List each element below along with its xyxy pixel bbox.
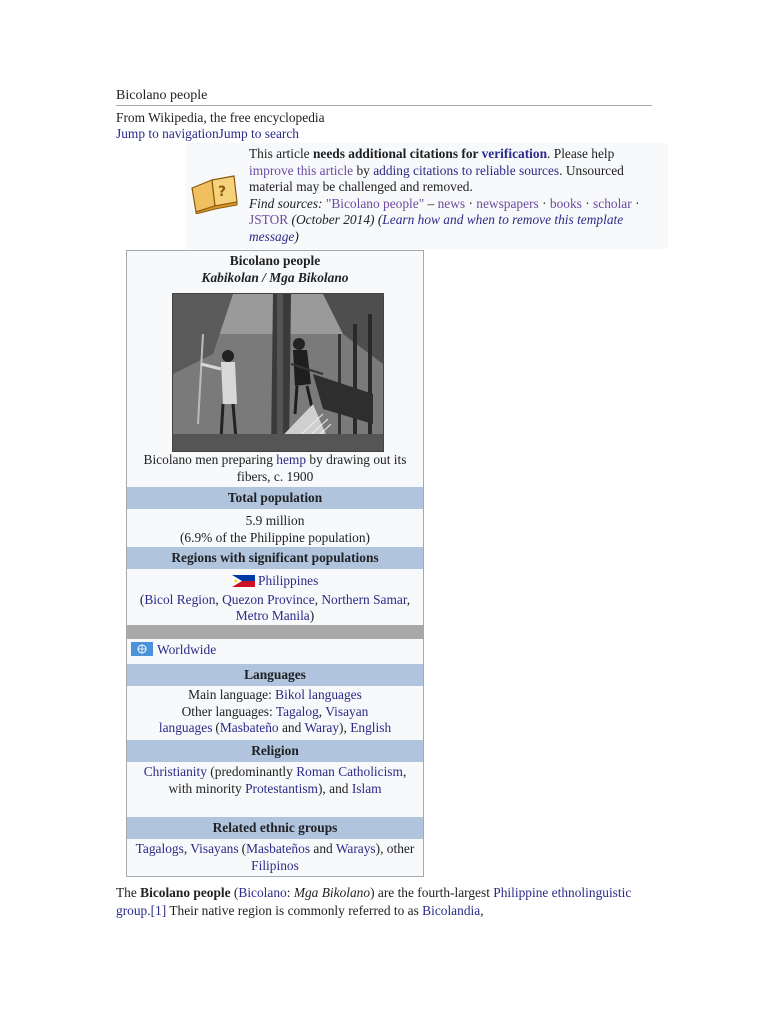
bicolano-language-link[interactable]: Bicolano: [238, 885, 287, 900]
body-text: ,: [480, 903, 484, 918]
title-divider: [116, 105, 652, 106]
comma: ,: [314, 591, 322, 607]
paren: (: [215, 720, 220, 735]
separator: ·: [631, 195, 640, 211]
scholar-link[interactable]: scholar: [593, 195, 632, 211]
philippine-ethnolinguistic-group-link[interactable]: Philippine ethnolinguistic group: [116, 885, 632, 918]
quezon-province-link[interactable]: Quezon Province: [222, 591, 315, 607]
separator: –: [424, 195, 438, 211]
total-population-header: Total population: [127, 487, 423, 509]
notice-paren: ): [294, 228, 299, 244]
tagline: From Wikipedia, the free encyclopedia: [116, 110, 325, 125]
worldwide-row: [131, 642, 216, 661]
book-question-icon: [190, 172, 240, 214]
notice-text: by: [353, 162, 374, 178]
islam-link[interactable]: Islam: [351, 780, 382, 796]
paren: (: [139, 591, 145, 607]
learn-remove-template-link[interactable]: Learn how and when to remove this template message: [249, 212, 624, 244]
separator: ·: [465, 195, 477, 211]
body-text: :: [286, 885, 294, 900]
separator: ·: [538, 195, 550, 211]
find-sources-label: Find sources:: [249, 195, 326, 211]
notice-bold-text: needs additional citations for: [312, 146, 482, 161]
visayan-languages-link[interactable]: Visayan languages: [158, 703, 369, 735]
religion-text: ), and: [317, 780, 352, 796]
comma: ,: [318, 703, 326, 719]
religion-value: [127, 764, 423, 797]
waray-link[interactable]: Waray: [304, 720, 340, 735]
jump-to-search-link[interactable]: Jump to search: [218, 126, 299, 141]
hemp-link[interactable]: hemp: [276, 452, 307, 467]
main-language-label: Main language:: [188, 687, 276, 702]
northern-samar-link[interactable]: Northern Samar: [321, 591, 407, 607]
citation-notice-text: [249, 146, 659, 245]
related-ethnic-groups-value: [127, 841, 423, 874]
jump-to-navigation-link[interactable]: Jump to navigation: [116, 126, 219, 141]
masbateno-link[interactable]: Masbateño: [219, 720, 279, 735]
ethnic-text: ), other: [375, 841, 415, 856]
regions-value: [127, 573, 423, 625]
photo-caption: [127, 452, 423, 485]
visayans-link[interactable]: Visayans: [190, 841, 239, 856]
separator: ·: [581, 195, 594, 211]
body-text: ) are the fourth-largest: [370, 885, 494, 900]
native-name: Mga Bikolano: [293, 885, 371, 900]
lead-paragraph: [116, 884, 646, 920]
caption-text: Bicolano men preparing: [143, 452, 277, 467]
religion-header: Religion: [127, 740, 423, 762]
svg-text:?: ?: [218, 184, 227, 200]
adding-citations-link[interactable]: adding citations to reliable sources: [373, 162, 560, 178]
worldwide-link[interactable]: Worldwide: [157, 642, 217, 657]
subject-bold: Bicolano people: [140, 885, 231, 900]
other-languages-label: Other languages:: [181, 703, 276, 719]
tagalog-link[interactable]: Tagalog: [275, 703, 319, 719]
regions-header: Regions with significant populations: [127, 547, 423, 569]
comma: ,: [183, 841, 191, 856]
religion-text: (predominantly: [206, 764, 297, 779]
roman-catholicism-link[interactable]: Roman Catholicism: [296, 764, 403, 779]
verification-link[interactable]: verification: [481, 146, 548, 161]
comma: ,: [406, 591, 411, 607]
body-text: The: [116, 885, 141, 900]
body-text: (: [230, 885, 239, 900]
metro-manila-link[interactable]: Metro Manila: [235, 608, 310, 623]
population-percent: (6.9% of the Philippine population): [179, 529, 371, 545]
infobox-native-name: Kabikolan / Mga Bikolano: [201, 270, 349, 285]
notice-paren: (: [374, 212, 383, 227]
news-link[interactable]: news: [437, 195, 466, 211]
bicol-region-link[interactable]: Bicol Region: [144, 591, 216, 607]
and-text: and: [310, 841, 336, 856]
filipinos-link[interactable]: Filipinos: [251, 857, 299, 873]
protestantism-link[interactable]: Protestantism: [245, 780, 318, 796]
notice-date: (October 2014): [288, 212, 375, 227]
historical-photo[interactable]: [172, 293, 384, 452]
notice-text: . Please help: [547, 146, 615, 161]
jstor-link[interactable]: JSTOR: [249, 212, 289, 227]
jump-links: [116, 126, 299, 142]
total-population-value: [127, 513, 423, 546]
gray-divider-bar: [127, 625, 424, 639]
and-text: and: [278, 720, 305, 735]
infobox: [126, 250, 424, 877]
population-count: 5.9 million: [245, 513, 305, 528]
improve-article-link[interactable]: improve this article: [249, 162, 354, 178]
languages-header: Languages: [127, 664, 423, 686]
reference-1-link[interactable]: .[1]: [147, 903, 167, 918]
philippines-flag-icon: [232, 575, 255, 592]
languages-value: [127, 687, 423, 737]
notice-text: This article: [249, 146, 313, 161]
related-ethnic-groups-header: Related ethnic groups: [127, 817, 423, 839]
warays-link[interactable]: Warays: [335, 841, 376, 856]
bikol-languages-link[interactable]: Bikol languages: [275, 687, 362, 702]
find-sources-query-link[interactable]: "Bicolano people": [325, 195, 425, 211]
newspapers-link[interactable]: newspapers: [476, 195, 539, 211]
tagalogs-link[interactable]: Tagalogs: [135, 841, 184, 856]
notice-text: . Unsourced material may be challenged and removed.: [249, 162, 624, 194]
christianity-link[interactable]: Christianity: [143, 764, 207, 779]
comma: ,: [343, 720, 351, 735]
page-title: Bicolano people: [116, 88, 208, 103]
english-link[interactable]: English: [350, 720, 392, 735]
body-text: Their native region is commonly referred to as: [166, 903, 423, 918]
infobox-title: Bicolano people: [229, 253, 321, 268]
books-link[interactable]: books: [549, 195, 582, 211]
paren: (: [241, 841, 247, 856]
comma: ,: [215, 591, 223, 607]
religion-text: , with minority: [168, 764, 407, 796]
masbatenos-link[interactable]: Masbateños: [246, 841, 311, 856]
un-globe-icon: [131, 642, 153, 661]
paren: ): [309, 608, 315, 623]
bicolandia-link[interactable]: Bicolandia: [422, 903, 481, 918]
paren: ): [339, 720, 344, 735]
caption-text: by drawing out its fibers, c. 1900: [236, 452, 407, 484]
philippines-link[interactable]: Philippines: [258, 573, 319, 588]
